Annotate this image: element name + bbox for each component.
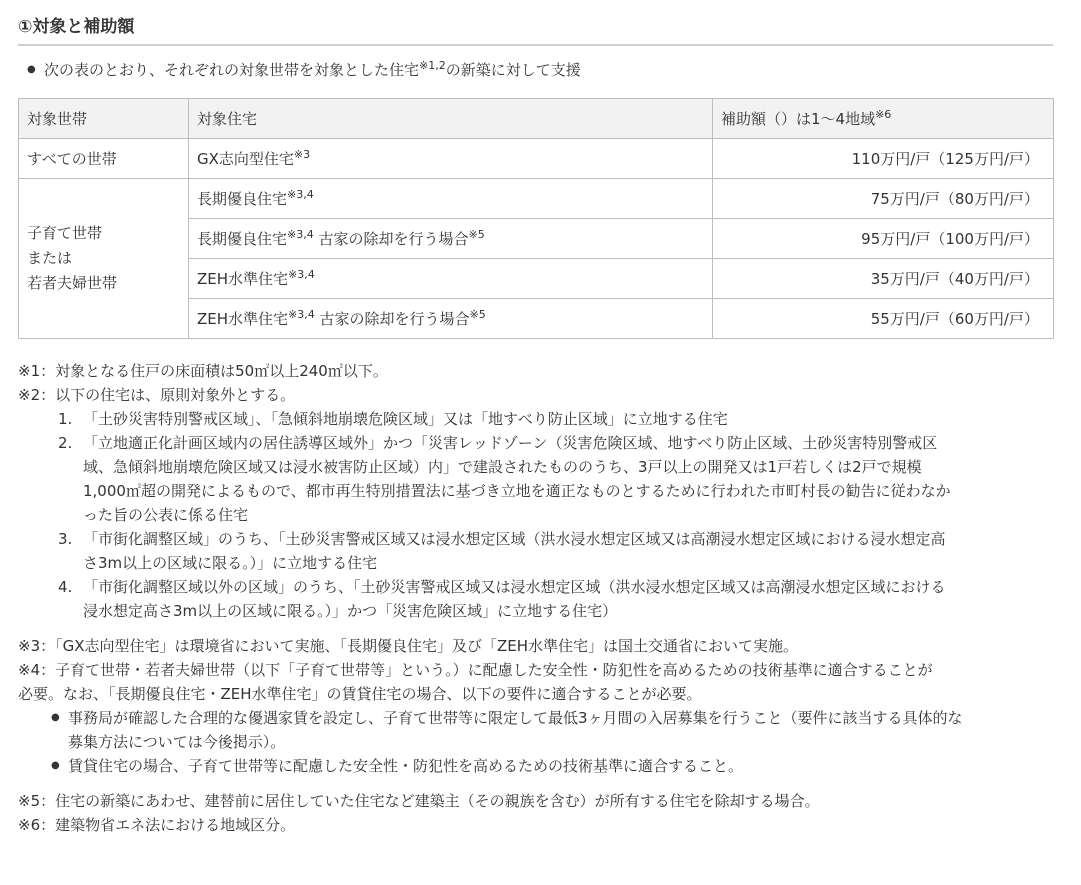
house-name: GX志向型住宅 xyxy=(197,149,294,168)
cell-house xyxy=(189,259,713,299)
list-item xyxy=(18,407,1053,431)
list-item xyxy=(18,431,1053,527)
note-5: ※5：住宅の新築にあわせ、建替前に居住していた住宅など建築主（その親族を含む）が所有する住宅を除却する場合。 xyxy=(18,792,820,810)
item-line: 域、急傾斜地崩壊危険区域又は浸水被害防止区域）内」で建設されたもののうち、3戸以上の開発又は1戸若しくは2戸で規模 xyxy=(83,458,922,476)
list-item xyxy=(18,754,1053,778)
note-3: ※3：「GX志向型住宅」は環境省において実施、「長期優良住宅」及び「ZEH水準住宅」は国土交通省において実施。 xyxy=(18,637,799,655)
cell-amount: 95万円/戸（100万円/戸） xyxy=(713,219,1054,259)
notes xyxy=(18,359,1053,837)
item-line: ● 事務局が確認した合理的な優遇家賃を設定し、子育て世帯等に限定して最低3ヶ月間の入居募集を行うこと（要件に該当する具体的な xyxy=(68,709,963,727)
note-4-line: 必要。なお、「長期優良住宅・ZEH水準住宅」の賃貸住宅の場合、以下の要件に適合することが必要。 xyxy=(18,685,702,703)
cell-house xyxy=(189,219,713,259)
list-item xyxy=(18,575,1053,623)
cell-amount: 55万円/戸（60万円/戸） xyxy=(713,299,1054,339)
list-item xyxy=(18,527,1053,575)
item-number: 1. xyxy=(58,410,73,428)
cell-all-households: すべての世帯 xyxy=(19,139,189,179)
house-name: 長期優良住宅 xyxy=(197,189,288,208)
item-line: 浸水想定高さ3m以上の区域に限る。）」かつ「災害危険区域」に立地する住宅） xyxy=(83,602,618,620)
cell-amount: 75万円/戸（80万円/戸） xyxy=(713,179,1054,219)
house-extra-sup: ※5 xyxy=(469,307,486,321)
house-extra: 古家の除却を行う場合 xyxy=(313,229,469,248)
group-line: 若者夫婦世帯 xyxy=(27,274,118,292)
group-line: または xyxy=(27,249,73,267)
house-sup: ※3,4 xyxy=(287,187,314,201)
header-households: 対象世帯 xyxy=(19,99,189,139)
header-amount-label: 補助額（）は1～4地域 xyxy=(721,109,876,128)
section-heading: ①対象と補助額 xyxy=(18,0,1053,46)
item-line: 募集方法については今後掲示）。 xyxy=(68,733,286,751)
house-name: 長期優良住宅 xyxy=(197,229,288,248)
house-extra: 古家の除却を行う場合 xyxy=(314,309,470,328)
house-sup: ※3,4 xyxy=(288,307,315,321)
intro-item xyxy=(18,58,1053,84)
item-number: 4. xyxy=(58,578,73,596)
table-header-row xyxy=(19,99,1054,139)
house-sup: ※3,4 xyxy=(288,267,315,281)
item-number: 3. xyxy=(58,530,73,548)
item-line: った旨の公表に係る住宅 xyxy=(83,506,249,524)
list-item xyxy=(18,706,1053,754)
intro-list xyxy=(18,58,1053,84)
item-line: さ3m以上の区域に限る。）」に立地する住宅 xyxy=(83,554,378,572)
item-line: 1,000㎡超の開発によるもので、都市再生特別措置法に基づき立地を適正なものとするために行われた市町村長の勧告に従わなか xyxy=(83,482,951,500)
house-sup: ※3 xyxy=(293,147,311,161)
item-line: 「市街化調整区域」のうち、「土砂災害警戒区域又は浸水想定区域（洪水浸水想定区域又は高潮浸水想定区域における浸水想定高 xyxy=(83,530,946,548)
note-1: ※1：対象となる住戸の床面積は50㎡以上240㎡以下。 xyxy=(18,362,388,380)
item-line: 「市街化調整区域以外の区域」のうち、「土砂災害警戒区域又は浸水想定区域（洪水浸水想定区域又は高潮浸水想定区域における xyxy=(83,578,946,596)
house-name: ZEH水準住宅 xyxy=(197,309,289,328)
header-housing: 対象住宅 xyxy=(189,99,713,139)
intro-sup: ※1,2 xyxy=(419,59,446,72)
note-4-list xyxy=(18,706,1053,778)
cell-amount: 35万円/戸（40万円/戸） xyxy=(713,259,1054,299)
cell-house xyxy=(189,179,713,219)
item-line: 「立地適正化計画区域内の居住誘導区域外」かつ「災害レッドゾーン（災害危険区域、地すべり防止区域、土砂災害特別警戒区 xyxy=(83,434,938,452)
subsidy-table xyxy=(18,98,1054,339)
cell-amount: 110万円/戸（125万円/戸） xyxy=(713,139,1054,179)
cell-group-households xyxy=(19,179,189,339)
table-row xyxy=(19,179,1054,219)
item-line: ● 賃貸住宅の場合、子育て世帯等に配慮した安全性・防犯性を高めるための技術基準に適合すること。 xyxy=(68,757,744,775)
house-extra-sup: ※5 xyxy=(468,227,485,241)
note-2-list xyxy=(18,407,1053,623)
item-line: 「土砂災害特別警戒区域」、「急傾斜地崩壊危険区域」又は「地すべり防止区域」に立地する住宅 xyxy=(83,410,728,428)
house-name: ZEH水準住宅 xyxy=(197,269,289,288)
note-2: ※2：以下の住宅は、原則対象外とする。 xyxy=(18,386,296,404)
group-line: 子育て世帯 xyxy=(27,224,103,242)
table-row xyxy=(19,139,1054,179)
intro-tail: の新築に対して支援 xyxy=(445,61,581,79)
header-amount-sup: ※6 xyxy=(875,107,892,121)
item-number: 2. xyxy=(58,434,73,452)
house-sup: ※3,4 xyxy=(287,227,314,241)
cell-house xyxy=(189,299,713,339)
intro-text: 次の表のとおり、それぞれの対象世帯を対象とした住宅 xyxy=(44,61,420,79)
note-4-line: ※4：子育て世帯・若者夫婦世帯（以下「子育て世帯等」という。）に配慮した安全性・防犯性を高めるための技術基準に適合することが xyxy=(18,661,933,679)
header-amount xyxy=(713,99,1054,139)
cell-house xyxy=(189,139,713,179)
note-6: ※6：建築物省エネ法における地域区分。 xyxy=(18,816,296,834)
